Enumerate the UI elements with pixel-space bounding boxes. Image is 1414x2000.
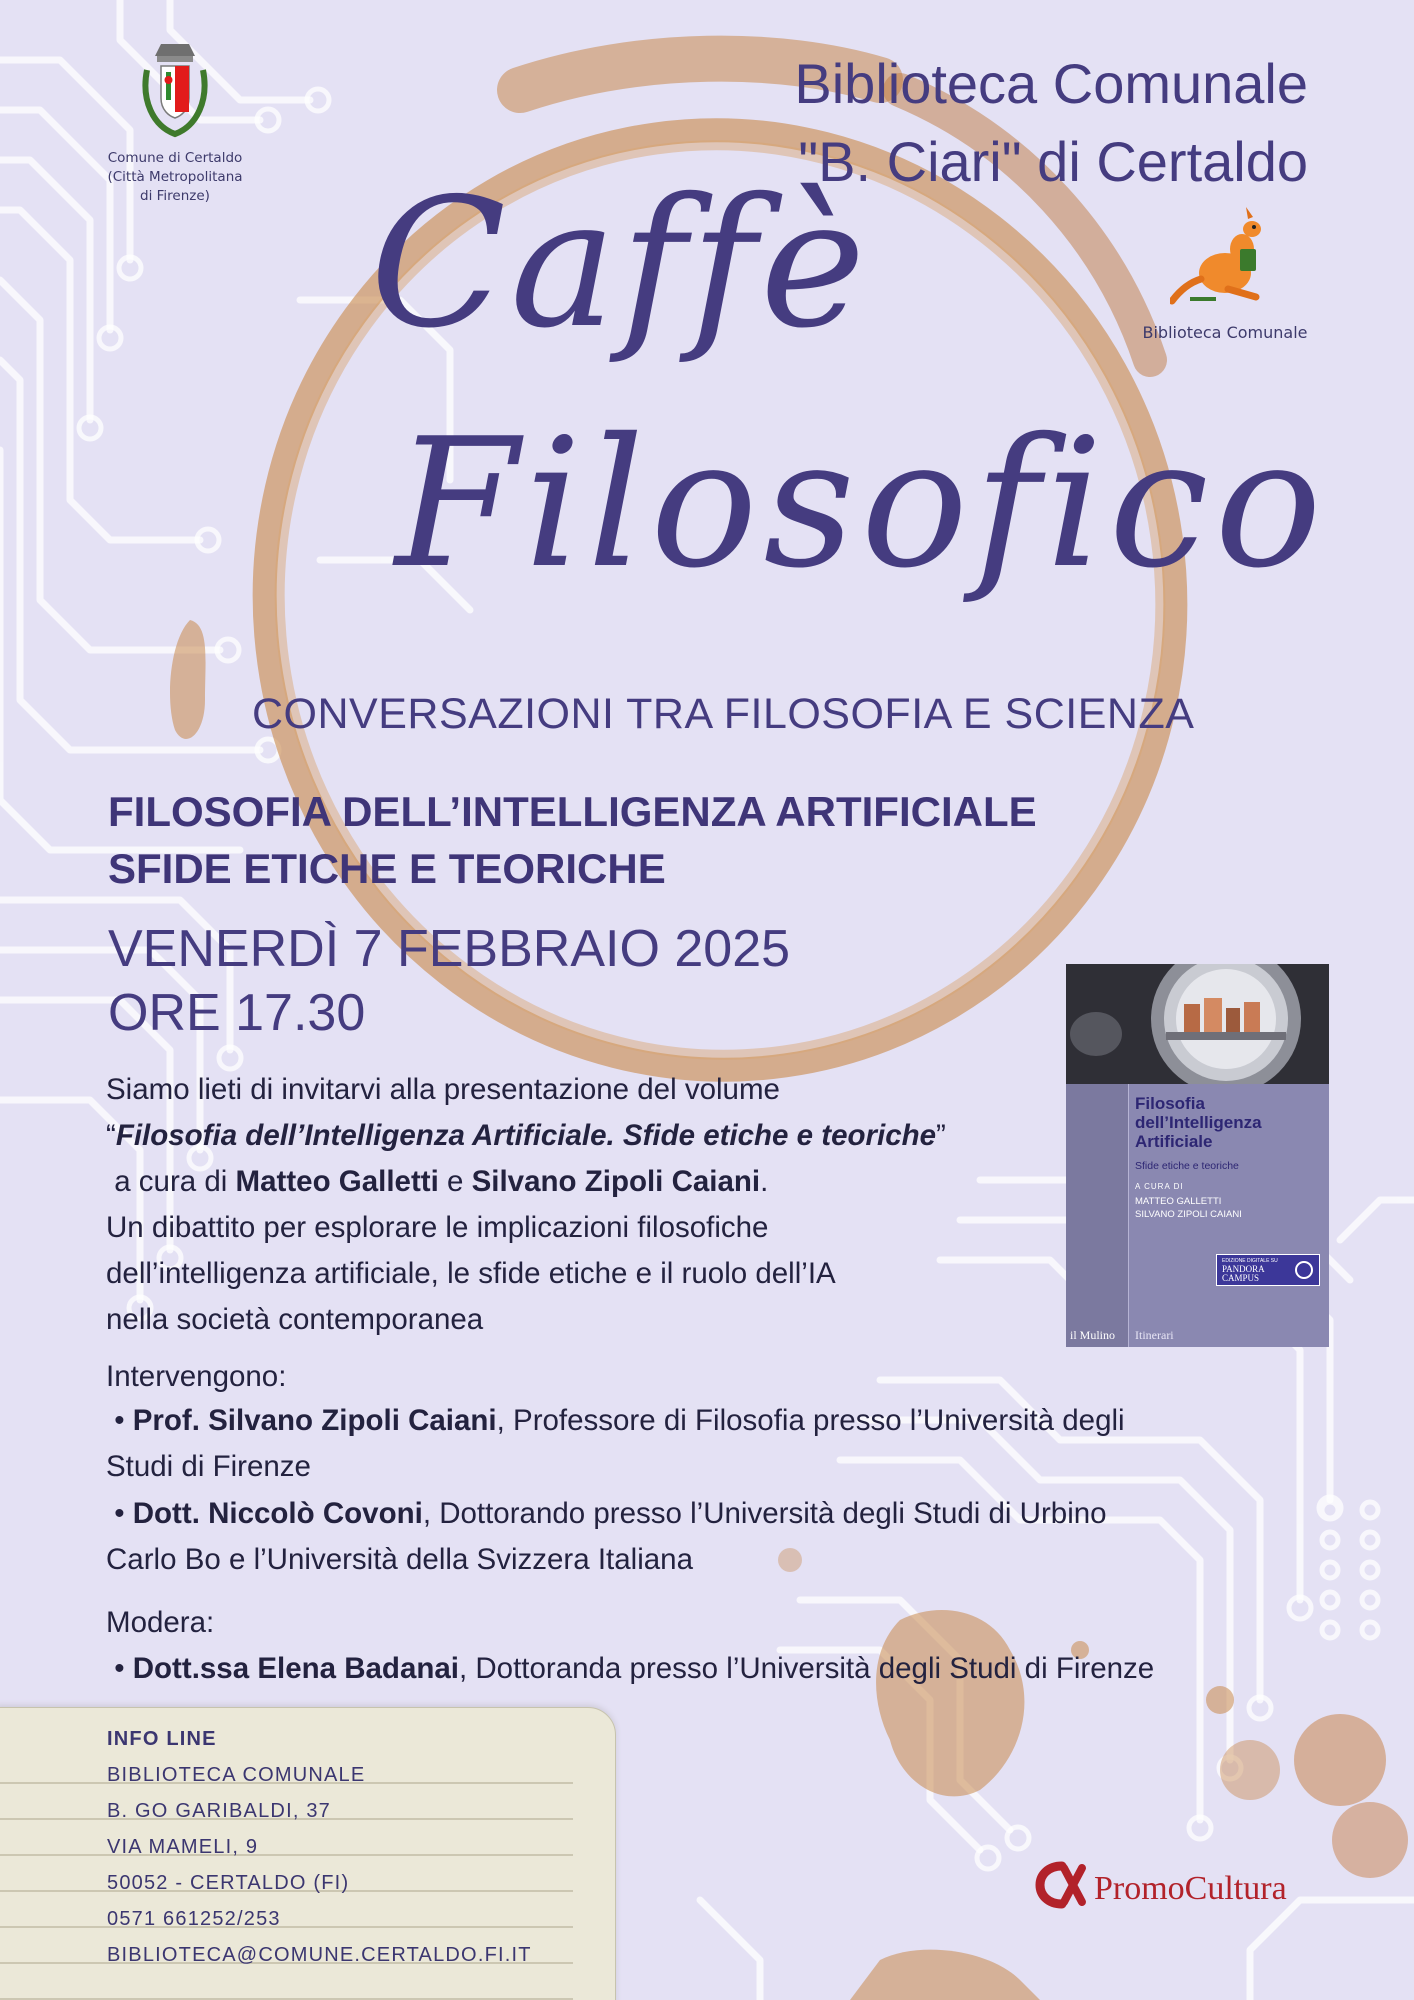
speaker-name: Dott. Niccolò Covoni bbox=[132, 1497, 423, 1530]
conjunction: e bbox=[438, 1165, 472, 1198]
description-line-4: Un dibattito per esplorare le implicazioni filosofiche bbox=[106, 1211, 769, 1244]
editor-name: Matteo Galletti bbox=[235, 1165, 439, 1198]
library-title: Biblioteca Comunale "B. Ciari" di Certaldo bbox=[794, 52, 1308, 193]
series-subtitle: CONVERSAZIONI TRA FILOSOFIA E SCIENZA bbox=[252, 690, 1195, 738]
description-line-3 bbox=[106, 1159, 768, 1205]
info-line-title: INFO LINE bbox=[107, 1728, 217, 1750]
speaker-role: , Professore di Filosofia presso l’Università degli bbox=[496, 1404, 1125, 1437]
cover-subtitle: Sfide etiche e teoriche bbox=[1135, 1160, 1239, 1172]
promocultura-mark-icon bbox=[1034, 1860, 1092, 1910]
curated-prefix: a cura di bbox=[106, 1165, 236, 1198]
cover-publisher: il Mulino bbox=[1070, 1328, 1116, 1342]
info-line-item: 50052 - CERTALDO (FI) bbox=[107, 1872, 350, 1894]
info-line-email: BIBLIOTECA@COMUNE.CERTALDO.FI.IT bbox=[107, 1944, 532, 1966]
cover-authors: MATTEO GALLETTI SILVANO ZIPOLI CAIANI bbox=[1135, 1196, 1242, 1220]
library-logo-caption: Biblioteca Comunale bbox=[1142, 323, 1308, 342]
municipality-caption: Comune di Certaldo (Città Metropolitana di Firenze) bbox=[107, 150, 243, 204]
event-date-time: VENERDÌ 7 FEBBRAIO 2025 ORE 17.30 bbox=[108, 920, 791, 1042]
bullet: • bbox=[106, 1652, 133, 1685]
cover-badge-tag: EDIZIONE DIGITALE SU bbox=[1222, 1258, 1278, 1264]
cover-series: Itinerari bbox=[1135, 1328, 1174, 1342]
moderator-role: , Dottoranda presso l’Università degli Studi di Firenze bbox=[458, 1652, 1155, 1685]
coat-of-arms-icon bbox=[135, 40, 215, 140]
moderator-name: Dott.ssa Elena Badanai bbox=[132, 1652, 459, 1685]
script-title-caffe: Caffè bbox=[370, 160, 870, 367]
library-logo bbox=[1135, 205, 1315, 342]
speaker-role-continued: Carlo Bo e l’Università della Svizzera Italiana bbox=[106, 1543, 693, 1576]
cover-title: Filosofia dell’Intelligenza Artificiale bbox=[1135, 1094, 1262, 1151]
info-line-item: BIBLIOTECA COMUNALE bbox=[107, 1764, 366, 1786]
speaker-line bbox=[106, 1398, 1125, 1444]
script-title-filosofico: Filosofico bbox=[395, 400, 1328, 607]
cover-badge-name: PANDORA CAMPUS bbox=[1222, 1264, 1265, 1283]
bullet: • bbox=[106, 1404, 133, 1437]
speaker-name: Prof. Silvano Zipoli Caiani bbox=[132, 1404, 497, 1437]
sponsor-logo bbox=[1034, 1860, 1287, 1910]
cover-photo bbox=[1066, 964, 1329, 1084]
book-cover bbox=[1066, 964, 1329, 1347]
book-title: Filosofia dell’Intelligenza Artificiale. Sfide etiche e teoriche bbox=[115, 1119, 937, 1152]
quote-open: “ bbox=[106, 1119, 116, 1152]
event-topic: FILOSOFIA DELL’INTELLIGENZA ARTIFICIALE SFIDE ETICHE E TEORICHE bbox=[108, 788, 1037, 892]
period: . bbox=[760, 1165, 769, 1198]
cover-digital-badge bbox=[1216, 1254, 1320, 1286]
moderator-heading: Modera: bbox=[106, 1606, 215, 1639]
speaker-role-continued: Studi di Firenze bbox=[106, 1450, 311, 1483]
circle-icon bbox=[1295, 1261, 1313, 1279]
speaker-role: , Dottorando presso l’Università degli Studi di Urbino bbox=[422, 1497, 1107, 1530]
municipality-logo bbox=[95, 40, 255, 206]
sponsor-name: PromoCultura bbox=[1094, 1870, 1287, 1907]
description-line-1: Siamo lieti di invitarvi alla presentazione del volume bbox=[106, 1073, 780, 1106]
bullet: • bbox=[106, 1497, 133, 1530]
description-line-6: nella società contemporanea bbox=[106, 1303, 484, 1336]
info-line-item: 0571 661252/253 bbox=[107, 1908, 281, 1930]
info-line-item: VIA MAMELI, 9 bbox=[107, 1836, 259, 1858]
moderator-line bbox=[106, 1646, 1154, 1692]
speaker-line bbox=[106, 1491, 1107, 1537]
speakers-heading: Intervengono: bbox=[106, 1360, 287, 1393]
cover-spine-strip bbox=[1066, 1084, 1129, 1347]
description-line-2 bbox=[106, 1113, 946, 1159]
info-line-item: B. GO GARIBALDI, 37 bbox=[107, 1800, 331, 1822]
kangaroo-icon bbox=[1170, 205, 1280, 310]
description-line-5: dell’intelligenza artificiale, le sfide etiche e il ruolo dell’IA bbox=[106, 1257, 836, 1290]
cover-curated-label: A CURA DI bbox=[1135, 1182, 1184, 1191]
editor-name: Silvano Zipoli Caiani bbox=[471, 1165, 761, 1198]
quote-close: ” bbox=[936, 1119, 946, 1152]
